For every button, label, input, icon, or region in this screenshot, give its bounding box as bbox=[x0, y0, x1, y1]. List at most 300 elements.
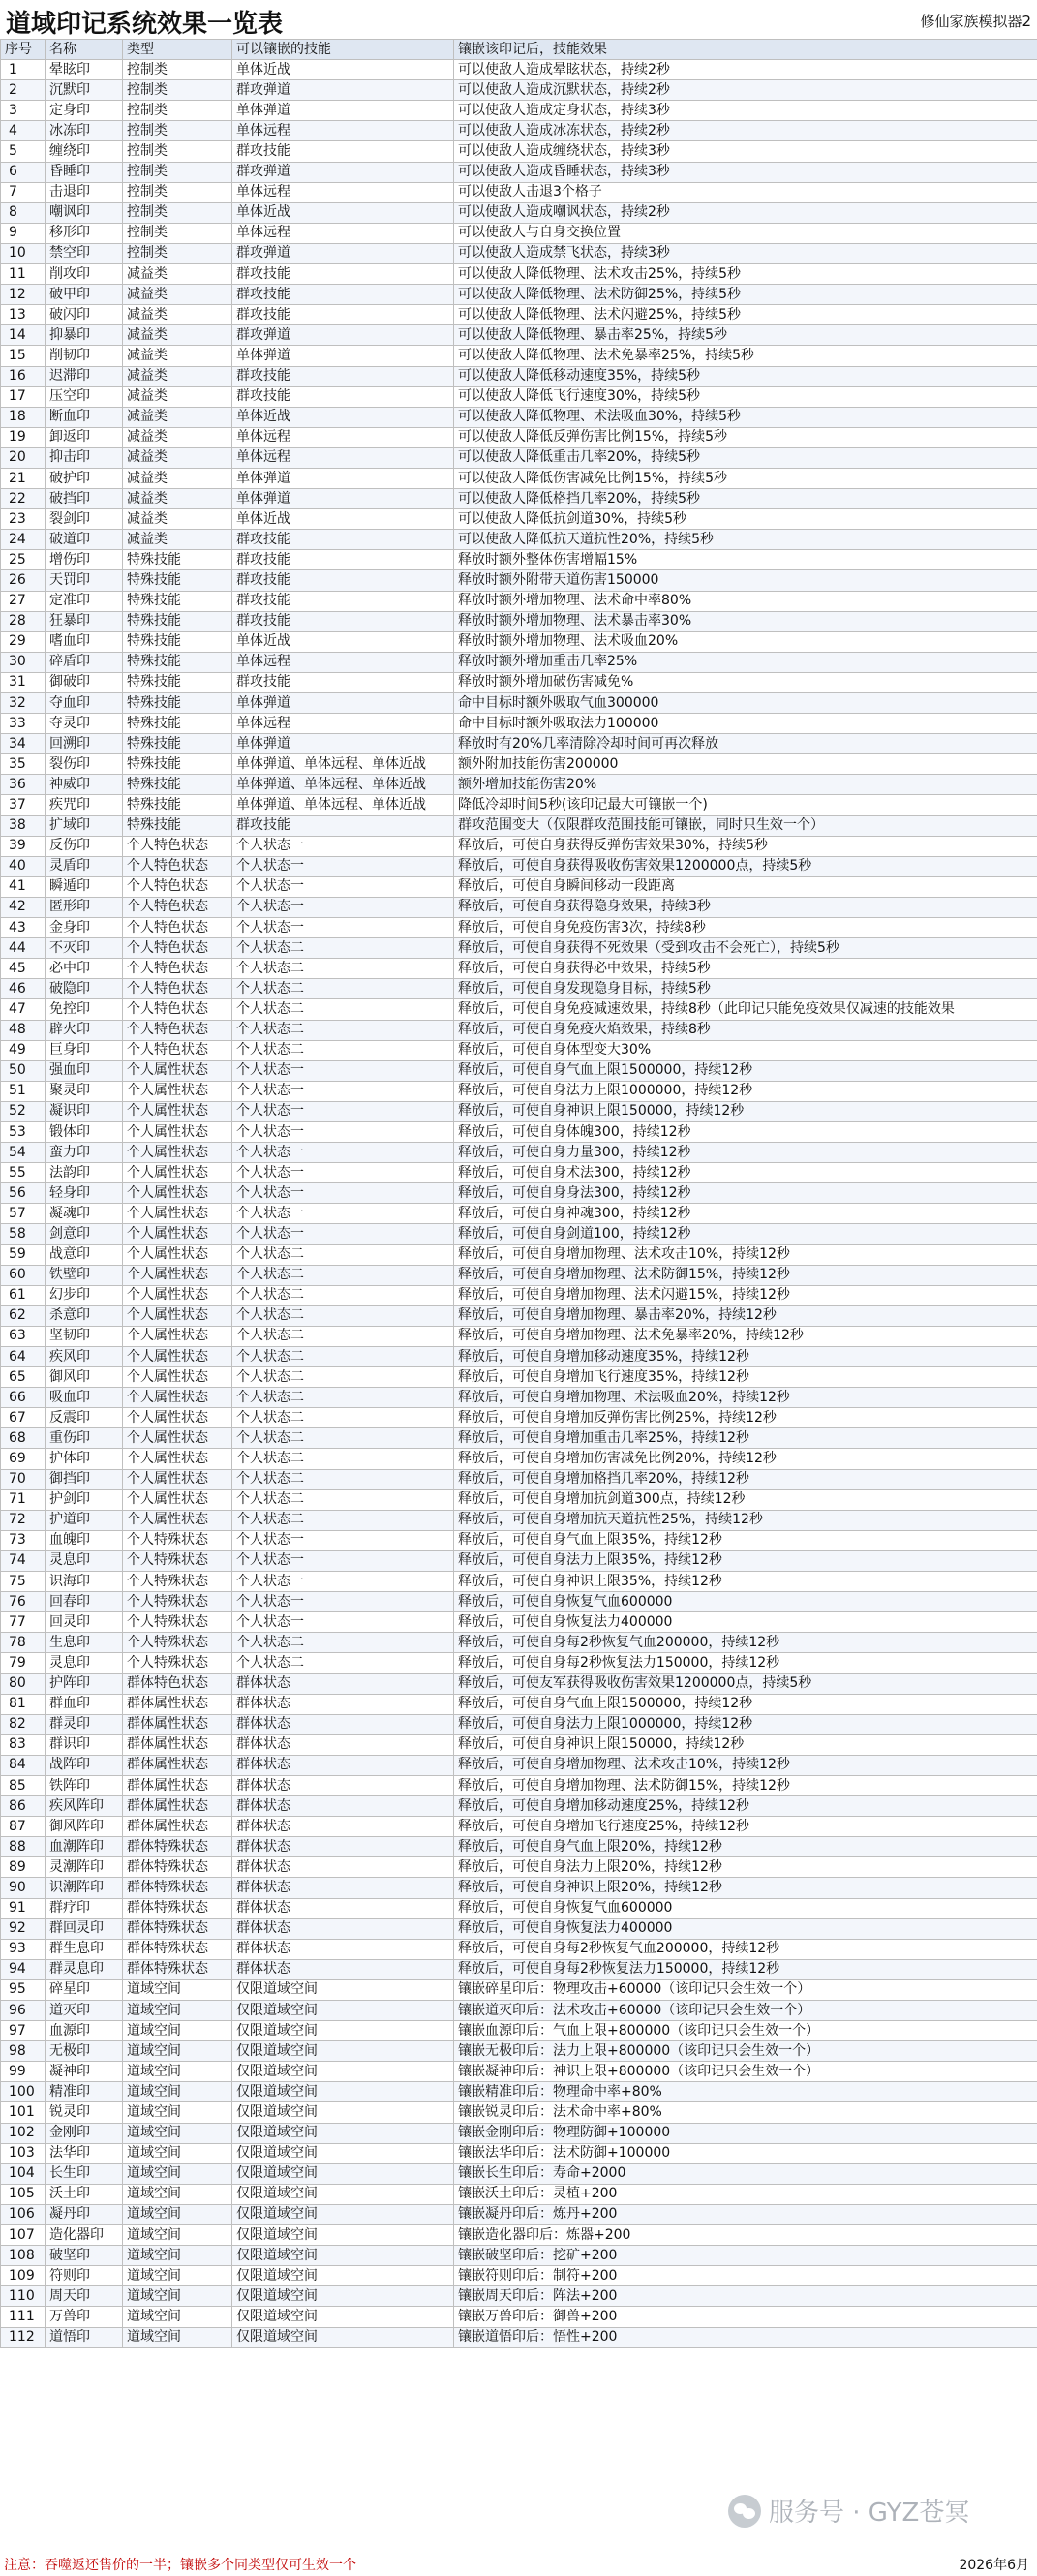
cell-effect: 可以使敌人降低反弹伤害比例15%，持续5秒 bbox=[454, 427, 1037, 447]
cell-effect: 镶嵌法华印后：法术防御+100000 bbox=[454, 2143, 1037, 2163]
cell-effect: 可以使敌人降低飞行速度30%，持续5秒 bbox=[454, 386, 1037, 407]
cell-skills: 单体远程 bbox=[232, 223, 454, 243]
cell-index: 95 bbox=[1, 1979, 46, 2000]
table-row bbox=[1, 489, 1037, 509]
cell-name: 免控印 bbox=[46, 999, 123, 1020]
cell-skills: 群体状态 bbox=[232, 1857, 454, 1878]
cell-name: 破坚印 bbox=[46, 2246, 123, 2266]
cell-effect: 额外增加技能伤害20% bbox=[454, 775, 1037, 795]
cell-effect: 镶嵌道悟印后：悟性+200 bbox=[454, 2327, 1037, 2347]
cell-effect: 镶嵌碎星印后：物理攻击+60000（该印记只会生效一个） bbox=[454, 1979, 1037, 2000]
cell-type: 减益类 bbox=[123, 346, 232, 366]
cell-effect: 释放后，可使自身获得不死效果（受到攻击不会死亡），持续5秒 bbox=[454, 938, 1037, 959]
table-row bbox=[1, 1898, 1037, 1918]
cell-type: 个人特色状态 bbox=[123, 999, 232, 1020]
cell-index: 89 bbox=[1, 1857, 46, 1878]
cell-effect: 释放时额外增加破伤害减免% bbox=[454, 672, 1037, 692]
cell-type: 个人属性状态 bbox=[123, 1305, 232, 1326]
cell-effect: 可以使敌人降低物理、法术攻击25%，持续5秒 bbox=[454, 264, 1037, 285]
cell-effect: 释放后，可使自身获得反弹伤害效果30%，持续5秒 bbox=[454, 836, 1037, 856]
cell-index: 77 bbox=[1, 1612, 46, 1633]
cell-skills: 群攻技能 bbox=[232, 815, 454, 836]
cell-name: 破护印 bbox=[46, 468, 123, 488]
table-row bbox=[1, 1775, 1037, 1795]
cell-index: 78 bbox=[1, 1633, 46, 1653]
cell-type: 个人属性状态 bbox=[123, 1163, 232, 1183]
cell-skills: 个人状态一 bbox=[232, 876, 454, 897]
cell-index: 101 bbox=[1, 2102, 46, 2123]
cell-effect: 释放后，可使自身恢复法力400000 bbox=[454, 1612, 1037, 1633]
cell-effect: 释放后，可使自身气血上限35%，持续12秒 bbox=[454, 1530, 1037, 1550]
cell-effect: 释放后，可使自身增加抗天道抗性25%，持续12秒 bbox=[454, 1510, 1037, 1530]
cell-index: 50 bbox=[1, 1060, 46, 1081]
cell-name: 群灵息印 bbox=[46, 1959, 123, 1979]
cell-effect: 释放后，可使自身每2秒恢复法力150000，持续12秒 bbox=[454, 1653, 1037, 1673]
table-row bbox=[1, 734, 1037, 754]
cell-name: 万兽印 bbox=[46, 2307, 123, 2327]
cell-name: 群灵印 bbox=[46, 1714, 123, 1734]
cell-index: 63 bbox=[1, 1326, 46, 1346]
cell-name: 疾风印 bbox=[46, 1347, 123, 1367]
cell-effect: 可以使敌人造成冰冻状态，持续2秒 bbox=[454, 121, 1037, 141]
cell-index: 52 bbox=[1, 1101, 46, 1121]
cell-name: 铁壁印 bbox=[46, 1265, 123, 1285]
cell-name: 灵潮阵印 bbox=[46, 1857, 123, 1878]
table-row bbox=[1, 2143, 1037, 2163]
cell-index: 104 bbox=[1, 2163, 46, 2184]
cell-type: 个人属性状态 bbox=[123, 1326, 232, 1346]
table-row bbox=[1, 1143, 1037, 1163]
table-row bbox=[1, 2327, 1037, 2347]
cell-effect: 镶嵌凝神印后：神识上限+800000（该印记只会生效一个） bbox=[454, 2062, 1037, 2082]
cell-index: 53 bbox=[1, 1121, 46, 1142]
cell-skills: 个人状态二 bbox=[232, 1469, 454, 1489]
cell-index: 103 bbox=[1, 2143, 46, 2163]
cell-skills: 个人状态二 bbox=[232, 1326, 454, 1346]
column-header-index: 序号 bbox=[1, 40, 46, 60]
cell-name: 灵盾印 bbox=[46, 856, 123, 876]
cell-effect: 释放后，可使自身获得隐身效果，持续3秒 bbox=[454, 897, 1037, 917]
table-row bbox=[1, 1428, 1037, 1449]
cell-type: 群体属性状态 bbox=[123, 1755, 232, 1775]
cell-index: 90 bbox=[1, 1878, 46, 1898]
cell-index: 5 bbox=[1, 141, 46, 162]
cell-type: 特殊技能 bbox=[123, 550, 232, 570]
cell-skills: 个人状态一 bbox=[232, 1592, 454, 1612]
table-row bbox=[1, 1612, 1037, 1633]
cell-name: 回灵印 bbox=[46, 1612, 123, 1633]
cell-type: 控制类 bbox=[123, 101, 232, 121]
cell-skills: 群攻技能 bbox=[232, 305, 454, 325]
cell-type: 道域空间 bbox=[123, 2143, 232, 2163]
cell-effect: 镶嵌无极印后：法力上限+800000（该印记只会生效一个） bbox=[454, 2041, 1037, 2062]
table-row bbox=[1, 2246, 1037, 2266]
cell-skills: 群体状态 bbox=[232, 1734, 454, 1755]
cell-type: 控制类 bbox=[123, 80, 232, 101]
table-row bbox=[1, 2082, 1037, 2102]
header bbox=[0, 0, 1037, 39]
cell-name: 符则印 bbox=[46, 2266, 123, 2286]
cell-index: 26 bbox=[1, 570, 46, 591]
cell-skills: 仅限道域空间 bbox=[232, 2246, 454, 2266]
table-row bbox=[1, 1979, 1037, 2000]
column-header-name: 名称 bbox=[46, 40, 123, 60]
cell-type: 控制类 bbox=[123, 141, 232, 162]
cell-effect: 可以使敌人降低抗剑道30%，持续5秒 bbox=[454, 509, 1037, 530]
cell-name: 灵息印 bbox=[46, 1653, 123, 1673]
cell-index: 21 bbox=[1, 468, 46, 488]
cell-skills: 个人状态一 bbox=[232, 1101, 454, 1121]
cell-name: 嗜血印 bbox=[46, 631, 123, 652]
cell-index: 87 bbox=[1, 1817, 46, 1837]
cell-effect: 释放后，可使自身发现隐身目标，持续5秒 bbox=[454, 979, 1037, 999]
cell-type: 减益类 bbox=[123, 386, 232, 407]
cell-effect: 释放后，可使自身每2秒恢复气血200000，持续12秒 bbox=[454, 1633, 1037, 1653]
cell-skills: 个人状态二 bbox=[232, 1408, 454, 1428]
cell-skills: 群攻技能 bbox=[232, 530, 454, 550]
cell-skills: 单体远程 bbox=[232, 652, 454, 672]
cell-type: 群体特殊状态 bbox=[123, 1959, 232, 1979]
cell-effect: 释放后，可使自身增加反弹伤害比例25%，持续12秒 bbox=[454, 1408, 1037, 1428]
cell-skills: 单体近战 bbox=[232, 509, 454, 530]
cell-type: 个人属性状态 bbox=[123, 1101, 232, 1121]
cell-name: 疾咒印 bbox=[46, 795, 123, 815]
cell-index: 36 bbox=[1, 775, 46, 795]
cell-name: 幻步印 bbox=[46, 1285, 123, 1305]
cell-skills: 单体弹道 bbox=[232, 346, 454, 366]
table-row bbox=[1, 1224, 1037, 1244]
table-row bbox=[1, 407, 1037, 427]
cell-name: 锻体印 bbox=[46, 1121, 123, 1142]
cell-name: 天罚印 bbox=[46, 570, 123, 591]
cell-index: 64 bbox=[1, 1347, 46, 1367]
table-row bbox=[1, 1305, 1037, 1326]
table-header-row bbox=[1, 40, 1037, 60]
cell-index: 16 bbox=[1, 366, 46, 386]
cell-name: 轻身印 bbox=[46, 1183, 123, 1204]
cell-index: 66 bbox=[1, 1388, 46, 1408]
table-row bbox=[1, 591, 1037, 611]
cell-effect: 释放后，可使自身神魂300，持续12秒 bbox=[454, 1204, 1037, 1224]
cell-name: 战阵印 bbox=[46, 1755, 123, 1775]
cell-type: 个人特色状态 bbox=[123, 938, 232, 959]
cell-index: 93 bbox=[1, 1939, 46, 1959]
version-label: 修仙家族模拟器2 bbox=[920, 13, 1031, 30]
cell-name: 碎盾印 bbox=[46, 652, 123, 672]
table-row bbox=[1, 60, 1037, 80]
cell-index: 76 bbox=[1, 1592, 46, 1612]
cell-effect: 可以使敌人造成缠绕状态，持续3秒 bbox=[454, 141, 1037, 162]
cell-skills: 群攻技能 bbox=[232, 550, 454, 570]
cell-skills: 单体远程 bbox=[232, 714, 454, 734]
cell-skills: 群攻技能 bbox=[232, 141, 454, 162]
cell-index: 18 bbox=[1, 407, 46, 427]
table-row bbox=[1, 325, 1037, 346]
cell-name: 无极印 bbox=[46, 2041, 123, 2062]
table-row bbox=[1, 2102, 1037, 2123]
cell-type: 减益类 bbox=[123, 325, 232, 346]
table-row bbox=[1, 1449, 1037, 1469]
cell-effect: 释放后，可使自身增加移动速度25%，持续12秒 bbox=[454, 1796, 1037, 1817]
table-row bbox=[1, 468, 1037, 488]
cell-name: 群生息印 bbox=[46, 1939, 123, 1959]
table-row bbox=[1, 1796, 1037, 1817]
cell-type: 特殊技能 bbox=[123, 591, 232, 611]
cell-effect: 释放后，可使自身增加物理、法术攻击10%，持续12秒 bbox=[454, 1244, 1037, 1265]
table-row bbox=[1, 202, 1037, 223]
cell-name: 破甲印 bbox=[46, 285, 123, 305]
cell-index: 13 bbox=[1, 305, 46, 325]
cell-skills: 群攻弹道 bbox=[232, 243, 454, 263]
cell-type: 特殊技能 bbox=[123, 570, 232, 591]
cell-name: 必中印 bbox=[46, 959, 123, 979]
cell-skills: 个人状态二 bbox=[232, 1020, 454, 1040]
table-row bbox=[1, 2184, 1037, 2204]
cell-index: 79 bbox=[1, 1653, 46, 1673]
cell-name: 夺血印 bbox=[46, 693, 123, 714]
table-row bbox=[1, 305, 1037, 325]
cell-name: 精准印 bbox=[46, 2082, 123, 2102]
cell-skills: 单体弹道 bbox=[232, 489, 454, 509]
cell-name: 昏睡印 bbox=[46, 162, 123, 182]
cell-effect: 释放后，可使自身增加物理、法术攻击10%，持续12秒 bbox=[454, 1755, 1037, 1775]
cell-index: 68 bbox=[1, 1428, 46, 1449]
cell-name: 蛮力印 bbox=[46, 1143, 123, 1163]
cell-skills: 单体弹道、单体远程、单体近战 bbox=[232, 775, 454, 795]
cell-name: 卸返印 bbox=[46, 427, 123, 447]
cell-name: 血潮阵印 bbox=[46, 1837, 123, 1857]
table-row bbox=[1, 1285, 1037, 1305]
cell-name: 金身印 bbox=[46, 918, 123, 938]
cell-effect: 释放后，可使自身增加重击几率25%，持续12秒 bbox=[454, 1428, 1037, 1449]
footer-date: 2026年6月 bbox=[959, 2558, 1029, 2573]
cell-index: 42 bbox=[1, 897, 46, 917]
cell-effect: 可以使敌人与自身交换位置 bbox=[454, 223, 1037, 243]
cell-type: 个人属性状态 bbox=[123, 1428, 232, 1449]
cell-skills: 仅限道域空间 bbox=[232, 2082, 454, 2102]
cell-index: 108 bbox=[1, 2246, 46, 2266]
cell-type: 道域空间 bbox=[123, 2246, 232, 2266]
cell-effect: 镶嵌凝丹印后：炼丹+200 bbox=[454, 2204, 1037, 2224]
cell-type: 特殊技能 bbox=[123, 631, 232, 652]
cell-index: 7 bbox=[1, 182, 46, 202]
cell-effect: 镶嵌锐灵印后：法术命中率+80% bbox=[454, 2102, 1037, 2123]
cell-effect: 镶嵌金刚印后：物理防御+100000 bbox=[454, 2123, 1037, 2143]
cell-type: 道域空间 bbox=[123, 2307, 232, 2327]
table-row bbox=[1, 1040, 1037, 1060]
cell-effect: 释放后，可使自身气血上限1500000，持续12秒 bbox=[454, 1060, 1037, 1081]
cell-index: 54 bbox=[1, 1143, 46, 1163]
cell-index: 91 bbox=[1, 1898, 46, 1918]
cell-skills: 个人状态一 bbox=[232, 1204, 454, 1224]
cell-index: 46 bbox=[1, 979, 46, 999]
cell-index: 106 bbox=[1, 2204, 46, 2224]
cell-effect: 释放后，可使自身获得吸收伤害效果1200000点，持续5秒 bbox=[454, 856, 1037, 876]
cell-name: 回溯印 bbox=[46, 734, 123, 754]
cell-name: 杀意印 bbox=[46, 1305, 123, 1326]
cell-index: 25 bbox=[1, 550, 46, 570]
cell-type: 道域空间 bbox=[123, 2163, 232, 2184]
table-row bbox=[1, 1714, 1037, 1734]
table-row bbox=[1, 1572, 1037, 1592]
cell-type: 个人特色状态 bbox=[123, 979, 232, 999]
cell-name: 回春印 bbox=[46, 1592, 123, 1612]
cell-index: 48 bbox=[1, 1020, 46, 1040]
cell-effect: 可以使敌人降低格挡几率20%，持续5秒 bbox=[454, 489, 1037, 509]
cell-type: 群体属性状态 bbox=[123, 1817, 232, 1837]
cell-type: 个人特色状态 bbox=[123, 1040, 232, 1060]
cell-skills: 群攻技能 bbox=[232, 570, 454, 591]
cell-type: 群体特殊状态 bbox=[123, 1878, 232, 1898]
cell-index: 75 bbox=[1, 1572, 46, 1592]
cell-type: 道域空间 bbox=[123, 2062, 232, 2082]
cell-type: 群体属性状态 bbox=[123, 1734, 232, 1755]
cell-skills: 仅限道域空间 bbox=[232, 2123, 454, 2143]
cell-name: 疾风阵印 bbox=[46, 1796, 123, 1817]
cell-skills: 个人状态一 bbox=[232, 1060, 454, 1081]
cell-skills: 仅限道域空间 bbox=[232, 2327, 454, 2347]
table-row bbox=[1, 2001, 1037, 2021]
table-row bbox=[1, 530, 1037, 550]
cell-skills: 个人状态一 bbox=[232, 918, 454, 938]
cell-index: 19 bbox=[1, 427, 46, 447]
cell-index: 2 bbox=[1, 80, 46, 101]
cell-effect: 可以使敌人降低物理、法术防御25%，持续5秒 bbox=[454, 285, 1037, 305]
footer bbox=[0, 2553, 1037, 2576]
cell-effect: 释放后，可使自身增加物理、术法吸血20%，持续12秒 bbox=[454, 1388, 1037, 1408]
cell-name: 护道印 bbox=[46, 1510, 123, 1530]
cell-index: 28 bbox=[1, 611, 46, 631]
cell-skills: 个人状态一 bbox=[232, 1143, 454, 1163]
cell-name: 识海印 bbox=[46, 1572, 123, 1592]
table-row bbox=[1, 1857, 1037, 1878]
cell-type: 特殊技能 bbox=[123, 775, 232, 795]
cell-index: 6 bbox=[1, 162, 46, 182]
cell-name: 击退印 bbox=[46, 182, 123, 202]
cell-type: 个人属性状态 bbox=[123, 1204, 232, 1224]
cell-index: 97 bbox=[1, 2021, 46, 2041]
cell-index: 40 bbox=[1, 856, 46, 876]
table-row bbox=[1, 1510, 1037, 1530]
cell-name: 裂剑印 bbox=[46, 509, 123, 530]
cell-index: 71 bbox=[1, 1489, 46, 1510]
cell-type: 个人属性状态 bbox=[123, 1510, 232, 1530]
cell-name: 缠绕印 bbox=[46, 141, 123, 162]
cell-skills: 仅限道域空间 bbox=[232, 2286, 454, 2307]
cell-index: 61 bbox=[1, 1285, 46, 1305]
cell-name: 御破印 bbox=[46, 672, 123, 692]
cell-skills: 个人状态一 bbox=[232, 1224, 454, 1244]
cell-name: 法韵印 bbox=[46, 1163, 123, 1183]
cell-name: 匿形印 bbox=[46, 897, 123, 917]
cell-name: 削韧印 bbox=[46, 346, 123, 366]
cell-index: 3 bbox=[1, 101, 46, 121]
table-row bbox=[1, 1163, 1037, 1183]
cell-type: 道域空间 bbox=[123, 2041, 232, 2062]
cell-type: 道域空间 bbox=[123, 2266, 232, 2286]
column-header-type: 类型 bbox=[123, 40, 232, 60]
table-row bbox=[1, 101, 1037, 121]
cell-skills: 个人状态二 bbox=[232, 1489, 454, 1510]
cell-index: 88 bbox=[1, 1837, 46, 1857]
table-row bbox=[1, 2204, 1037, 2224]
cell-effect: 镶嵌造化器印后：炼器+200 bbox=[454, 2225, 1037, 2246]
cell-effect: 释放后，可使自身增加物理、法术防御15%，持续12秒 bbox=[454, 1265, 1037, 1285]
cell-skills: 单体弹道 bbox=[232, 468, 454, 488]
table-row bbox=[1, 1653, 1037, 1673]
cell-name: 迟滞印 bbox=[46, 366, 123, 386]
cell-type: 个人属性状态 bbox=[123, 1367, 232, 1388]
cell-skills: 群攻弹道 bbox=[232, 325, 454, 346]
table-row bbox=[1, 1265, 1037, 1285]
cell-type: 个人属性状态 bbox=[123, 1285, 232, 1305]
cell-type: 个人属性状态 bbox=[123, 1121, 232, 1142]
cell-type: 群体特殊状态 bbox=[123, 1898, 232, 1918]
cell-index: 8 bbox=[1, 202, 46, 223]
cell-name: 抑暴印 bbox=[46, 325, 123, 346]
cell-effect: 可以使敌人击退3个格子 bbox=[454, 182, 1037, 202]
cell-name: 聚灵印 bbox=[46, 1081, 123, 1101]
cell-type: 个人特殊状态 bbox=[123, 1550, 232, 1571]
table-row bbox=[1, 2123, 1037, 2143]
table-row bbox=[1, 999, 1037, 1020]
cell-type: 特殊技能 bbox=[123, 754, 232, 775]
cell-skills: 个人状态二 bbox=[232, 959, 454, 979]
cell-effect: 释放后，可使自身身法300，持续12秒 bbox=[454, 1183, 1037, 1204]
cell-type: 减益类 bbox=[123, 509, 232, 530]
cell-skills: 群体状态 bbox=[232, 1796, 454, 1817]
cell-type: 减益类 bbox=[123, 427, 232, 447]
cell-effect: 镶嵌道灭印后：法术攻击+60000（该印记只会生效一个） bbox=[454, 2001, 1037, 2021]
cell-name: 群回灵印 bbox=[46, 1918, 123, 1939]
table-row bbox=[1, 1101, 1037, 1121]
cell-name: 断血印 bbox=[46, 407, 123, 427]
cell-index: 39 bbox=[1, 836, 46, 856]
cell-name: 破挡印 bbox=[46, 489, 123, 509]
cell-name: 锐灵印 bbox=[46, 2102, 123, 2123]
cell-type: 个人特色状态 bbox=[123, 959, 232, 979]
cell-index: 31 bbox=[1, 672, 46, 692]
table-row bbox=[1, 447, 1037, 468]
table-row bbox=[1, 2286, 1037, 2307]
cell-skills: 群攻技能 bbox=[232, 264, 454, 285]
cell-index: 82 bbox=[1, 1714, 46, 1734]
cell-effect: 释放后，可使自身神识上限20%，持续12秒 bbox=[454, 1878, 1037, 1898]
footer-note: 注意：吞噬返还售价的一半；镶嵌多个同类型仅可生效一个 bbox=[4, 2558, 356, 2573]
table-row bbox=[1, 2225, 1037, 2246]
cell-type: 个人特殊状态 bbox=[123, 1653, 232, 1673]
cell-name: 凝丹印 bbox=[46, 2204, 123, 2224]
cell-skills: 个人状态二 bbox=[232, 1285, 454, 1305]
cell-skills: 群体状态 bbox=[232, 1898, 454, 1918]
cell-type: 道域空间 bbox=[123, 2204, 232, 2224]
cell-effect: 释放后，可使自身神识上限150000，持续12秒 bbox=[454, 1101, 1037, 1121]
cell-effect: 可以使敌人降低物理、暴击率25%，持续5秒 bbox=[454, 325, 1037, 346]
cell-type: 特殊技能 bbox=[123, 734, 232, 754]
cell-type: 道域空间 bbox=[123, 2327, 232, 2347]
cell-skills: 单体远程 bbox=[232, 182, 454, 202]
cell-effect: 释放后，可使自身增加抗剑道300点，持续12秒 bbox=[454, 1489, 1037, 1510]
cell-effect: 释放后，可使自身法力上限35%，持续12秒 bbox=[454, 1550, 1037, 1571]
cell-type: 控制类 bbox=[123, 243, 232, 263]
cell-skills: 仅限道域空间 bbox=[232, 1979, 454, 2000]
table-row bbox=[1, 121, 1037, 141]
table-row bbox=[1, 795, 1037, 815]
cell-type: 特殊技能 bbox=[123, 815, 232, 836]
cell-name: 凝魂印 bbox=[46, 1204, 123, 1224]
cell-index: 11 bbox=[1, 264, 46, 285]
cell-effect: 释放后，可使自身增加物理、暴击率20%，持续12秒 bbox=[454, 1305, 1037, 1326]
